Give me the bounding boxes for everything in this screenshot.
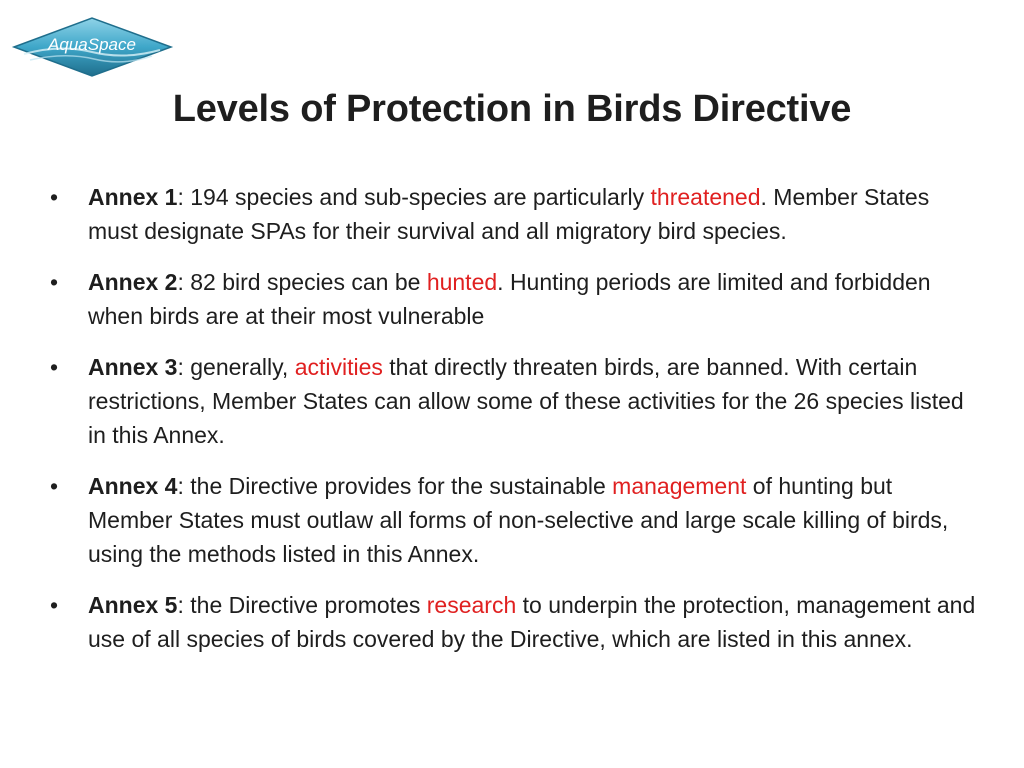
bullet-icon: • [50,592,59,618]
bullet-item-annex-2 [50,265,980,333]
bullet-item-annex-1 [50,180,980,248]
bullet-text-before: : the Directive provides for the sustainable [177,473,613,499]
annex-name: Annex 1 [88,184,178,210]
bullet-text-before: : the Directive promotes [177,592,427,618]
bullet-text-after: . Member States must designate SPAs for their survival and all migratory bird species. [88,184,930,244]
highlighted-keyword: research [426,592,517,618]
bullet-icon: • [50,354,59,380]
slide-title: Levels of Protection in Birds Directive [172,88,852,130]
aquaspace-logo [10,14,175,80]
bullet-icon: • [50,473,59,499]
bullet-text-before: : 82 bird species can be [177,269,427,295]
logo-text: AquaSpace [48,35,136,54]
bullet-text-before: : generally, [177,354,295,380]
bullet-item-annex-4 [50,469,980,571]
bullet-text-before: : 194 species and sub-species are particularly [177,184,651,210]
highlighted-keyword: management [612,473,747,499]
annex-name: Annex 2 [88,269,178,295]
highlighted-keyword: hunted [426,269,498,295]
annex-name: Annex 4 [88,473,178,499]
bullet-text-after: . Hunting periods are limited and forbidden when birds are at their most vulnerable [88,269,931,329]
bullet-text-after: to underpin the protection, management and use of all species of birds covered by the Directive, which are listed in this annex. [88,592,976,652]
bullet-list [50,180,980,673]
highlighted-keyword: threatened [650,184,761,210]
bullet-item-annex-5 [50,588,980,656]
bullet-text-after: that directly threaten birds, are banned. With certain restrictions, Member States can allow some of these activities for the 26 species listed in this Annex. [88,354,964,448]
highlighted-keyword: activities [294,354,383,380]
bullet-icon: • [50,269,59,295]
bullet-text-after: of hunting but Member States must outlaw all forms of non-selective and large scale killing of birds, using the methods listed in this Annex. [88,473,949,567]
annex-name: Annex 5 [88,592,178,618]
annex-name: Annex 3 [88,354,178,380]
bullet-icon: • [50,184,59,210]
bullet-item-annex-3 [50,350,980,452]
